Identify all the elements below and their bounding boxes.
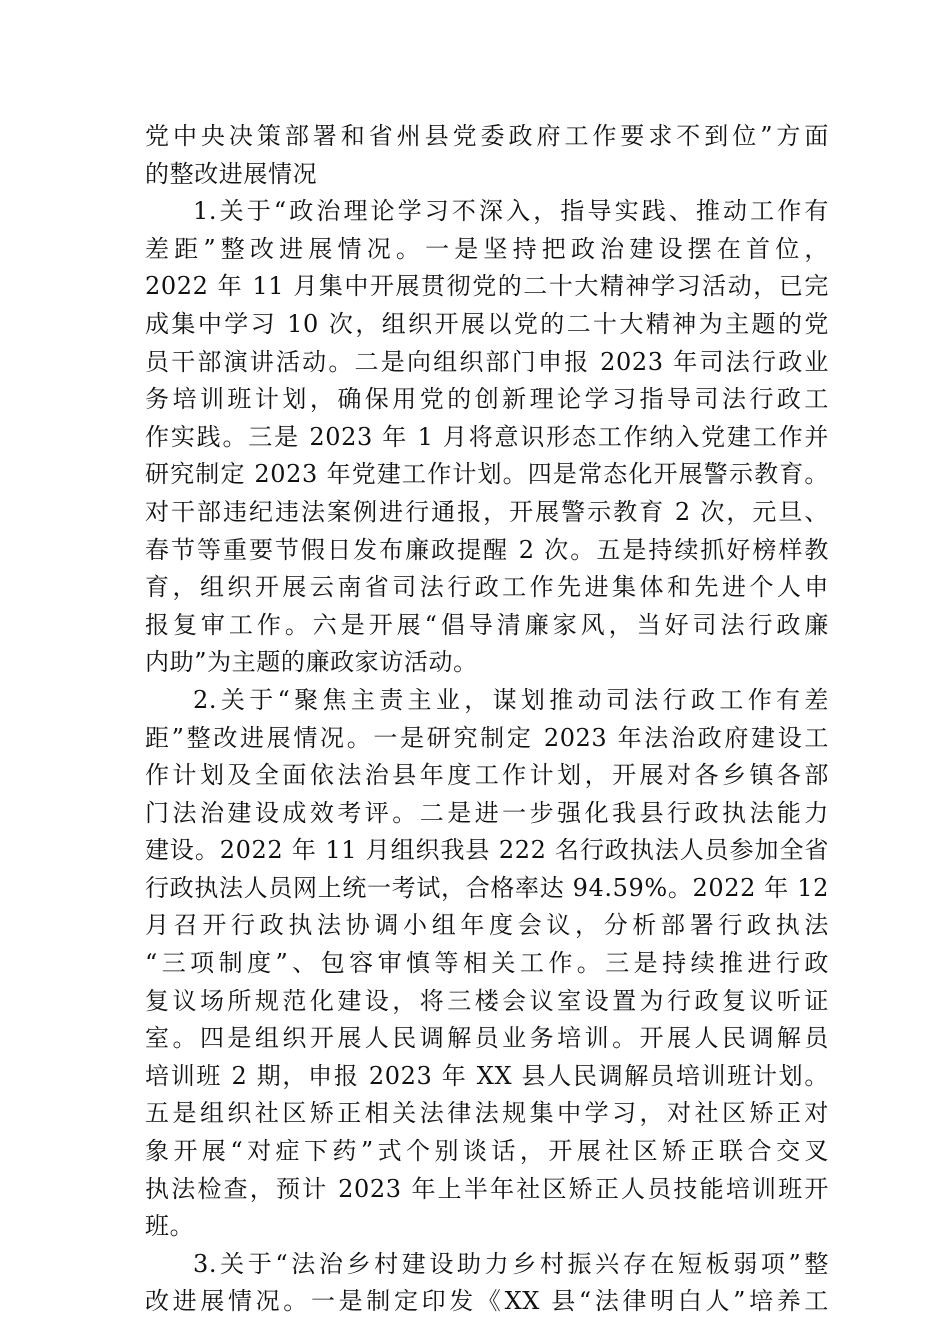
text-line: 员干部演讲活动。二是向组织部门申报 2023 年司法行政业 — [145, 347, 829, 376]
text-line: 2.关于“聚焦主责主业，谋划推动司法行政工作有差 — [193, 685, 829, 714]
text-line: 差距”整改进展情况。一是坚持把政治建设摆在首位， — [145, 234, 829, 263]
text-line: 春节等重要节假日发布廉政提醒 2 次。五是持续抓好榜样教 — [145, 535, 829, 564]
text-line: 门法治建设成效考评。二是进一步强化我县行政执法能力 — [145, 798, 829, 827]
text-line: 执法检查，预计 2023 年上半年社区矫正人员技能培训班开 — [145, 1174, 829, 1203]
text-line: “三项制度”、包容审慎等相关工作。三是持续推进行政 — [145, 949, 829, 978]
text-line: 育，组织开展云南省司法行政工作先进集体和先进个人申 — [145, 573, 829, 602]
text-line: 2022 年 11 月集中开展贯彻党的二十大精神学习活动，已完 — [145, 272, 829, 301]
document-body — [145, 118, 829, 1321]
text-line: 作实践。三是 2023 年 1 月将意识形态工作纳入党建工作并 — [145, 422, 829, 451]
text-line: 务培训班计划，确保用党的创新理论学习指导司法行政工 — [145, 385, 829, 414]
text-line: 1.关于“政治理论学习不深入，指导实践、推动工作有 — [193, 197, 829, 226]
text-line: 党中央决策部署和省州县党委政府工作要求不到位”方面 — [145, 122, 829, 150]
text-line: 改进展情况。一是制定印发《XX 县“法律明白人”培养工 — [145, 1287, 829, 1316]
text-line: 月召开行政执法协调小组年度会议，分析部署行政执法 — [145, 911, 829, 940]
text-line: 室。四是组织开展人民调解员业务培训。开展人民调解员 — [145, 1024, 829, 1053]
text-line: 象开展“对症下药”式个别谈话，开展社区矫正联合交叉 — [145, 1137, 829, 1166]
text-line: 对干部违纪违法案例进行通报，开展警示教育 2 次，元旦、 — [145, 497, 829, 526]
text-line: 的整改进展情况 — [145, 159, 318, 188]
text-line: 班。 — [145, 1212, 195, 1241]
text-line: 作计划及全面依法治县年度工作计划，开展对各乡镇各部 — [145, 761, 829, 790]
text-line: 培训班 2 期，申报 2023 年 XX 县人民调解员培训班计划。 — [145, 1061, 829, 1090]
text-line: 行政执法人员网上统一考试，合格率达 94.59%。2022 年 12 — [145, 873, 829, 902]
text-line: 3.关于“法治乡村建设助力乡村振兴存在短板弱项”整 — [193, 1249, 829, 1278]
text-line: 报复审工作。六是开展“倡导清廉家风，当好司法行政廉 — [145, 610, 829, 639]
text-line: 距”整改进展情况。一是研究制定 2023 年法治政府建设工 — [145, 723, 829, 752]
text-line: 研究制定 2023 年党建工作计划。四是常态化开展警示教育。 — [145, 460, 829, 489]
text-line: 建设。2022 年 11 月组织我县 222 名行政执法人员参加全省 — [145, 836, 829, 865]
text-line: 内助”为主题的廉政家访活动。 — [145, 648, 478, 677]
text-line: 复议场所规范化建设，将三楼会议室设置为行政复议听证 — [145, 986, 829, 1015]
text-line: 五是组织社区矫正相关法律法规集中学习，对社区矫正对 — [145, 1099, 829, 1128]
text-line: 成集中学习 10 次，组织开展以党的二十大精神为主题的党 — [145, 309, 829, 338]
